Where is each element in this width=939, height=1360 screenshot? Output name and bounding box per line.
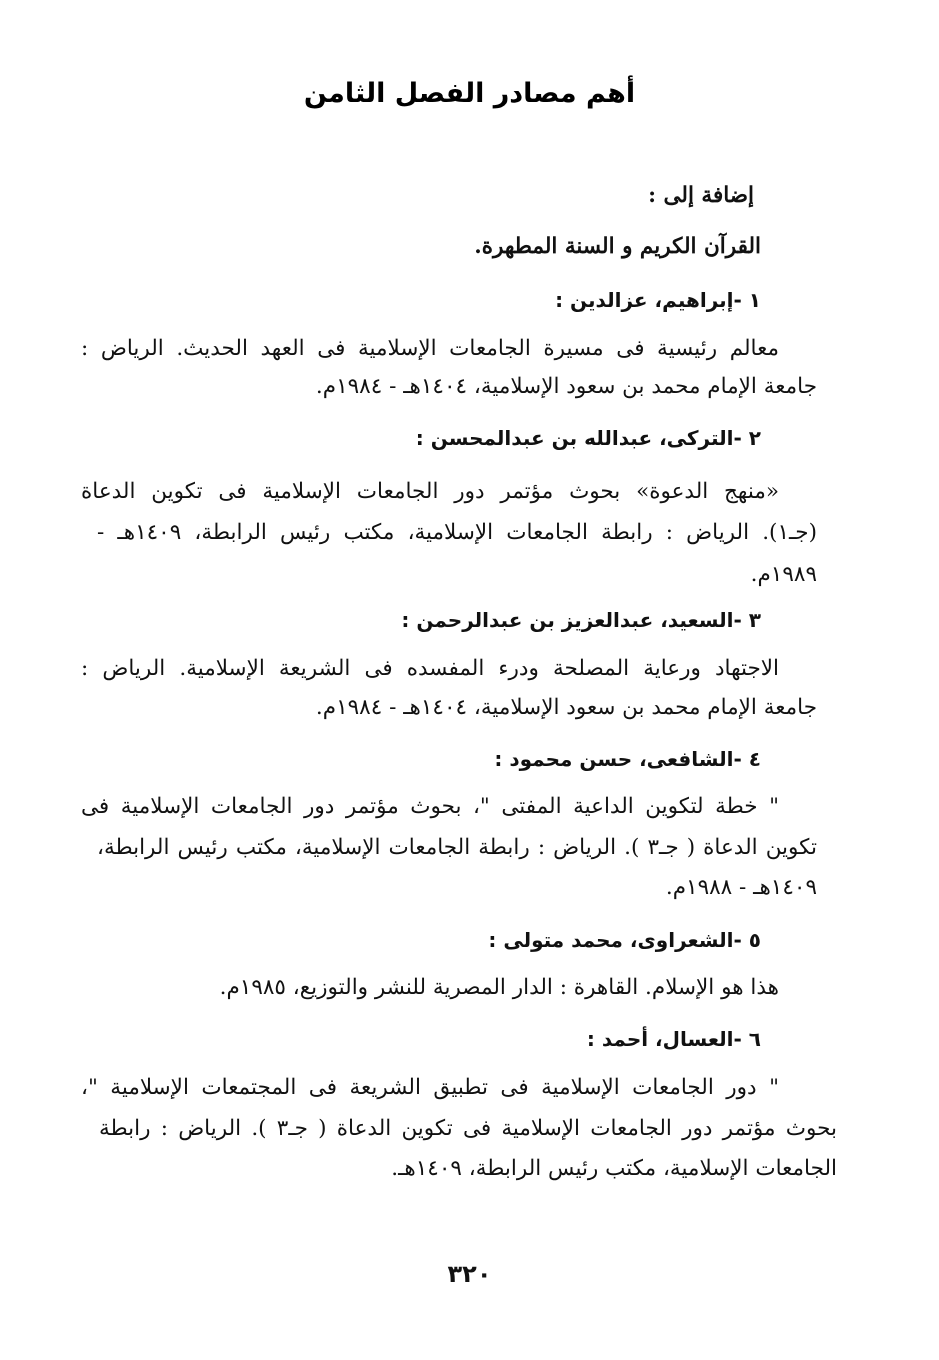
quran-line: القرآن الكريم و السنة المطهرة. bbox=[474, 234, 761, 259]
reference-text-line: تكوين الدعاة ( جـ٣ ). الرياض : رابطة الجامعات الإسلامية، مكتب رئيس الرابطة، bbox=[97, 835, 818, 860]
reference-heading: ٢ -التركى، عبدالله بن عبدالمحسن : bbox=[415, 426, 761, 450]
reference-text-line: (جـ١). الرياض : رابطة الجامعات الإسلامية، مكتب رئيس الرابطة، ١٤٠٩هـ - bbox=[97, 520, 817, 545]
reference-text-line: هذا هو الإسلام. القاهرة : الدار المصرية للنشر والتوزيع، ١٩٨٥م. bbox=[219, 975, 779, 1000]
chapter-title: أهم مصادر الفصل الثامن bbox=[303, 78, 636, 109]
reference-heading: ٣ -السعيد، عبدالعزيز بن عبدالرحمن : bbox=[401, 608, 761, 632]
reference-text-line: جامعة الإمام محمد بن سعود الإسلامية، ١٤٠٤هـ - ١٩٨٤م. bbox=[315, 695, 817, 720]
intro-line: إضافة إلى : bbox=[648, 183, 754, 208]
reference-text-line: الجامعات الإسلامية، مكتب رئيس الرابطة، ١٤٠٩هـ. bbox=[391, 1156, 837, 1181]
reference-text-line: «منهج الدعوة» بحوث مؤتمر دور الجامعات الإسلامية فى تكوين الدعاة bbox=[81, 479, 779, 504]
reference-text-line: ١٤٠٩هـ - ١٩٨٨م. bbox=[665, 875, 817, 900]
reference-heading: ١ -إبراهيم، عزالدين : bbox=[555, 288, 761, 312]
reference-text-line: " خطة لتكوين الداعية المفتى "، بحوث مؤتمر دور الجامعات الإسلامية فى bbox=[81, 794, 779, 819]
reference-heading: ٦ -العسال، أحمد : bbox=[586, 1027, 761, 1051]
reference-text-line: ١٩٨٩م. bbox=[750, 562, 817, 587]
reference-text-line: " دور الجامعات الإسلامية فى تطبيق الشريعة فى المجتمعات الإسلامية "، bbox=[81, 1075, 779, 1100]
page-number: ٣٢٠ bbox=[447, 1260, 492, 1288]
reference-text-line: الاجتهاد ورعاية المصلحة ودرء المفسده فى الشريعة الإسلامية. الرياض : bbox=[81, 656, 779, 681]
reference-text-line: معالم رئيسية فى مسيرة الجامعات الإسلامية فى العهد الحديث. الرياض : bbox=[81, 336, 779, 361]
reference-text-line: بحوث مؤتمر دور الجامعات الإسلامية فى تكوين الدعاة ( جـ٣ ). الرياض : رابطة bbox=[99, 1116, 837, 1141]
reference-heading: ٥ -الشعراوى، محمد متولى : bbox=[488, 928, 761, 952]
reference-heading: ٤ -الشافعى، حسن محمود : bbox=[494, 747, 761, 771]
reference-text-line: جامعة الإمام محمد بن سعود الإسلامية، ١٤٠٤هـ - ١٩٨٤م. bbox=[315, 374, 817, 399]
